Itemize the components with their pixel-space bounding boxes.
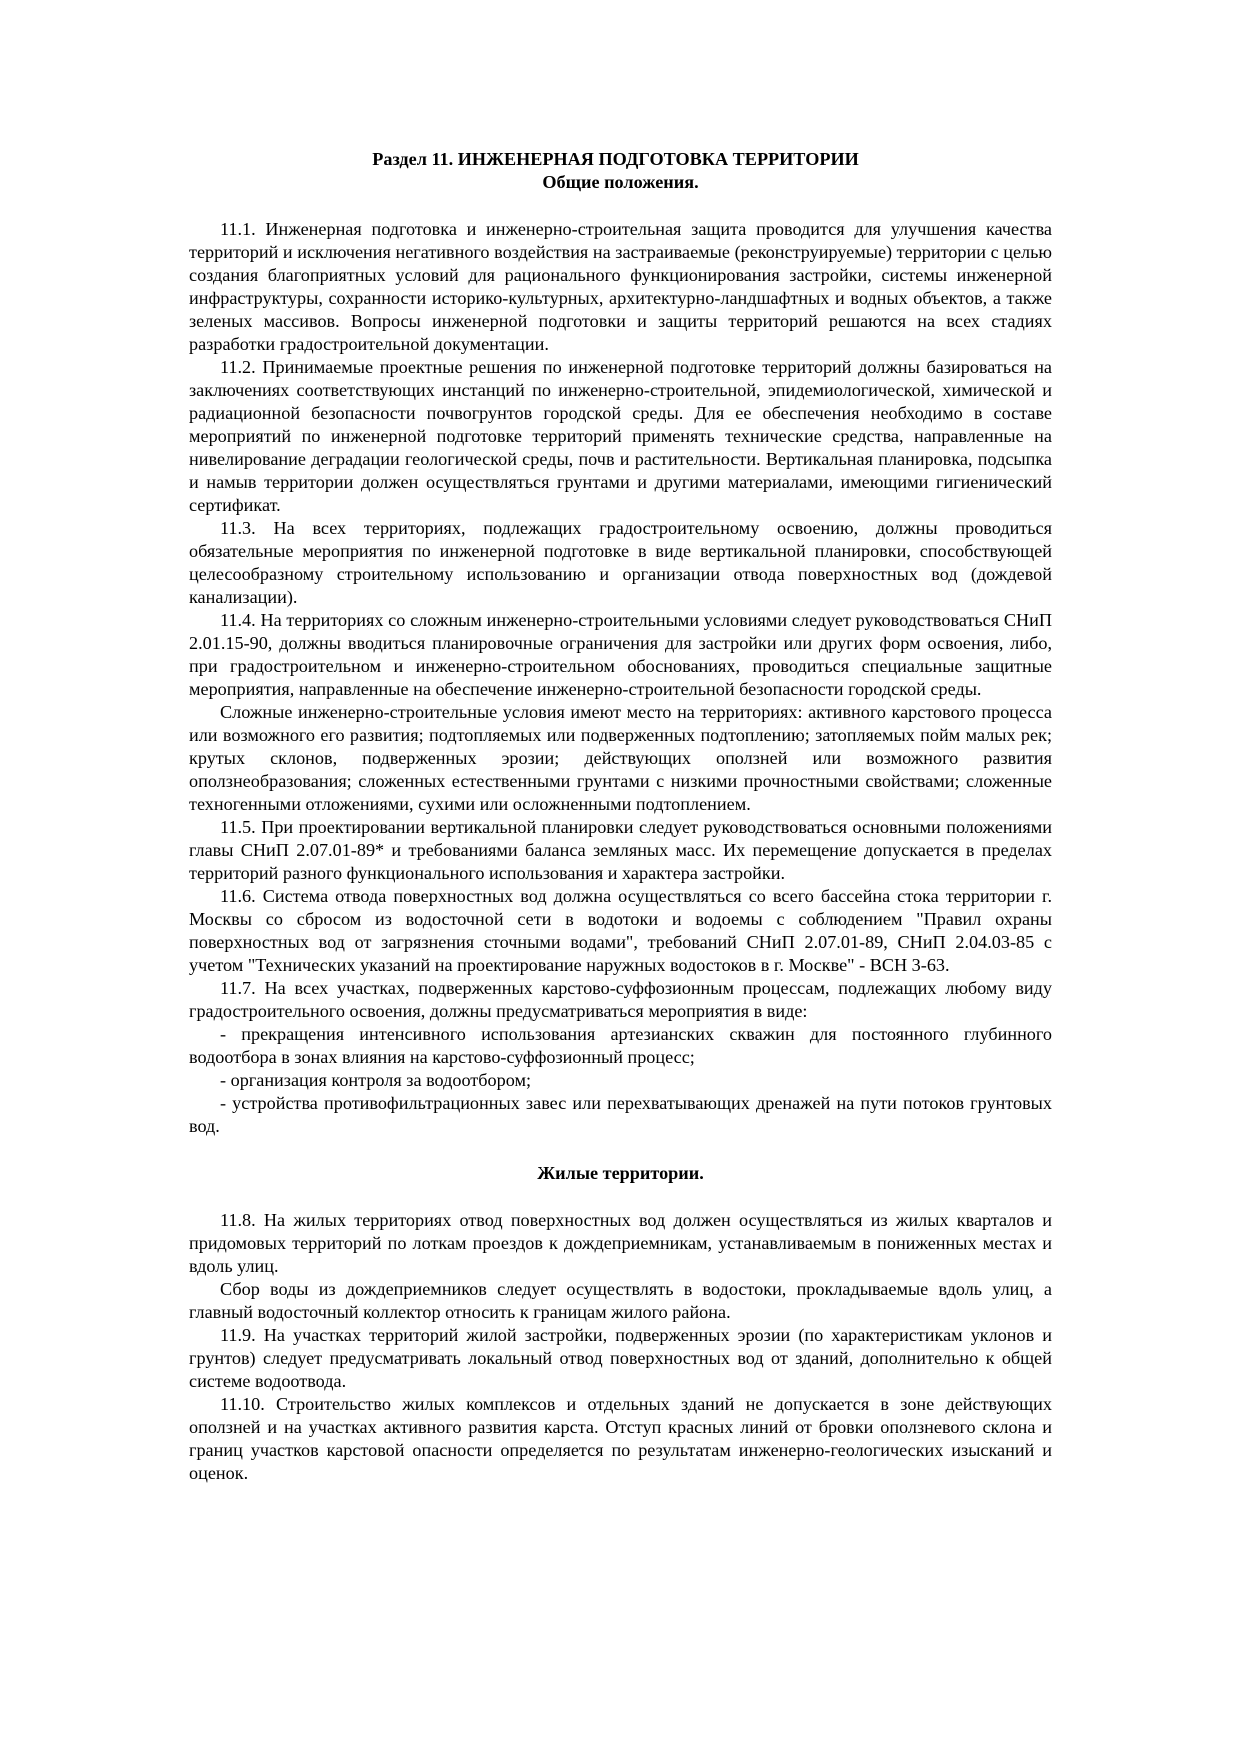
spacer: [189, 1185, 1052, 1209]
paragraph-11-2: 11.2. Принимаемые проектные решения по инженерной подготовке территорий должны базироваться на заключениях соответствующих инстанций по инженерно-строительной, эпидемиологической, химической и радиационной безопасности почвогрунтов городской среды. Для ее обеспечения необходимо в составе мероприятий по инженерной подготовке территорий применять технические средства, направленные на нивелирование деградации геологической среды, почв и растительности. Вертикальная планировка, подсыпка и намыв территории должен осуществляться грунтами и другими материалами, имеющими гигиенический сертификат.: [189, 357, 1052, 515]
paragraph-11-3: 11.3. На всех территориях, подлежащих градостроительному освоению, должны проводиться обязательные мероприятия по инженерной подготовке в виде вертикальной планировки, способствующей целесообразному строительному использованию и организации отвода поверхностных вод (дождевой канализации).: [189, 518, 1052, 607]
paragraph-11-7: 11.7. На всех участках, подверженных карстово-суффозионным процессам, подлежащих любому виду градостроительного освоения, должны предусматриваться мероприятия в виде:: [189, 978, 1052, 1021]
spacer: [189, 1138, 1052, 1162]
list-item-wells: - прекращения интенсивного использования артезианских скважин для постоянного глубинного водоотбора в зонах влияния на карстово-суффозионный процесс;: [189, 1024, 1052, 1067]
paragraph-11-8: 11.8. На жилых территориях отвод поверхностных вод должен осуществляться из жилых кварталов и придомовых территорий по лоткам проездов к дождеприемникам, устанавливаемым в пониженных местах и вдоль улиц.: [189, 1210, 1052, 1276]
residential-section-title: Жилые территории.: [537, 1163, 704, 1183]
document-page: [189, 148, 1052, 1485]
list-item-control: - организация контроля за водоотбором;: [220, 1070, 532, 1090]
section-subtitle: Общие положения.: [542, 172, 699, 192]
paragraph-11-1: 11.1. Инженерная подготовка и инженерно-строительная защита проводится для улучшения качества территорий и исключения негативного воздействия на застраиваемые (реконструируемые) территории с целью создания благоприятных условий для рационального функционирования застройки, системы инженерной инфраструктуры, сохранности историко-культурных, архитектурно-ландшафтных и водных объектов, а также зеленых массивов. Вопросы инженерной подготовки и защиты территорий решаются на всех стадиях разработки градостроительной документации.: [189, 219, 1052, 354]
list-item-curtains: - устройства противофильтрационных завес или перехватывающих дренажей на пути потоков грунтовых вод.: [189, 1093, 1052, 1136]
paragraph-complex-conditions: Сложные инженерно-строительные условия имеют место на территориях: активного карстового процесса или возможного его развития; подтопляемых или подверженных подтоплению; затопляемых пойм малых рек; крутых склонов, подверженных эрозии; действующих оползней или возможного развития оползнеобразования; сложенных естественными грунтами с низкими прочностными свойствами; сложенные техногенными отложениями, сухими или осложненными подтоплением.: [189, 702, 1052, 814]
paragraph-11-10: 11.10. Строительство жилых комплексов и отдельных зданий не допускается в зоне действующих оползней и на участках активного развития карста. Отступ красных линий от бровки оползневого склона и границ участков карстовой опасности определяется по результатам инженерно-геологических изысканий и оценок.: [189, 1394, 1052, 1483]
paragraph-water-collection: Сбор воды из дождеприемников следует осуществлять в водостоки, прокладываемые вдоль улиц, а главный водосточный коллектор относить к границам жилого района.: [189, 1279, 1052, 1322]
section-title: Раздел 11. ИНЖЕНЕРНАЯ ПОДГОТОВКА ТЕРРИТОРИИ: [372, 149, 859, 169]
paragraph-11-6: 11.6. Система отвода поверхностных вод должна осуществляться со всего бассейна стока территории г. Москвы со сбросом из водосточной сети в водотоки и водоемы с соблюдением "Правил охраны поверхностных вод от загрязнения сточными водами", требований СНиП 2.07.01-89, СНиП 2.04.03-85 с учетом "Технических указаний на проектирование наружных водостоков в г. Москве" - ВСН 3-63.: [189, 886, 1052, 975]
spacer: [189, 194, 1052, 218]
paragraph-11-5: 11.5. При проектировании вертикальной планировки следует руководствоваться основными положениями главы СНиП 2.07.01-89* и требованиями баланса земляных масс. Их перемещение допускается в пределах территорий разного функционального использования и характера застройки.: [189, 817, 1052, 883]
paragraph-11-4: 11.4. На территориях со сложным инженерно-строительными условиями следует руководствоваться СНиП 2.01.15-90, должны вводиться планировочные ограничения для застройки или других форм освоения, либо, при градостроительном и инженерно-строительном обоснованиях, проводиться специальные защитные мероприятия, направленные на обеспечение инженерно-строительной безопасности городской среды.: [189, 610, 1052, 699]
paragraph-11-9: 11.9. На участках территорий жилой застройки, подверженных эрозии (по характеристикам уклонов и грунтов) следует предусматривать локальный отвод поверхностных вод от зданий, дополнительно к общей системе водоотвода.: [189, 1325, 1052, 1391]
